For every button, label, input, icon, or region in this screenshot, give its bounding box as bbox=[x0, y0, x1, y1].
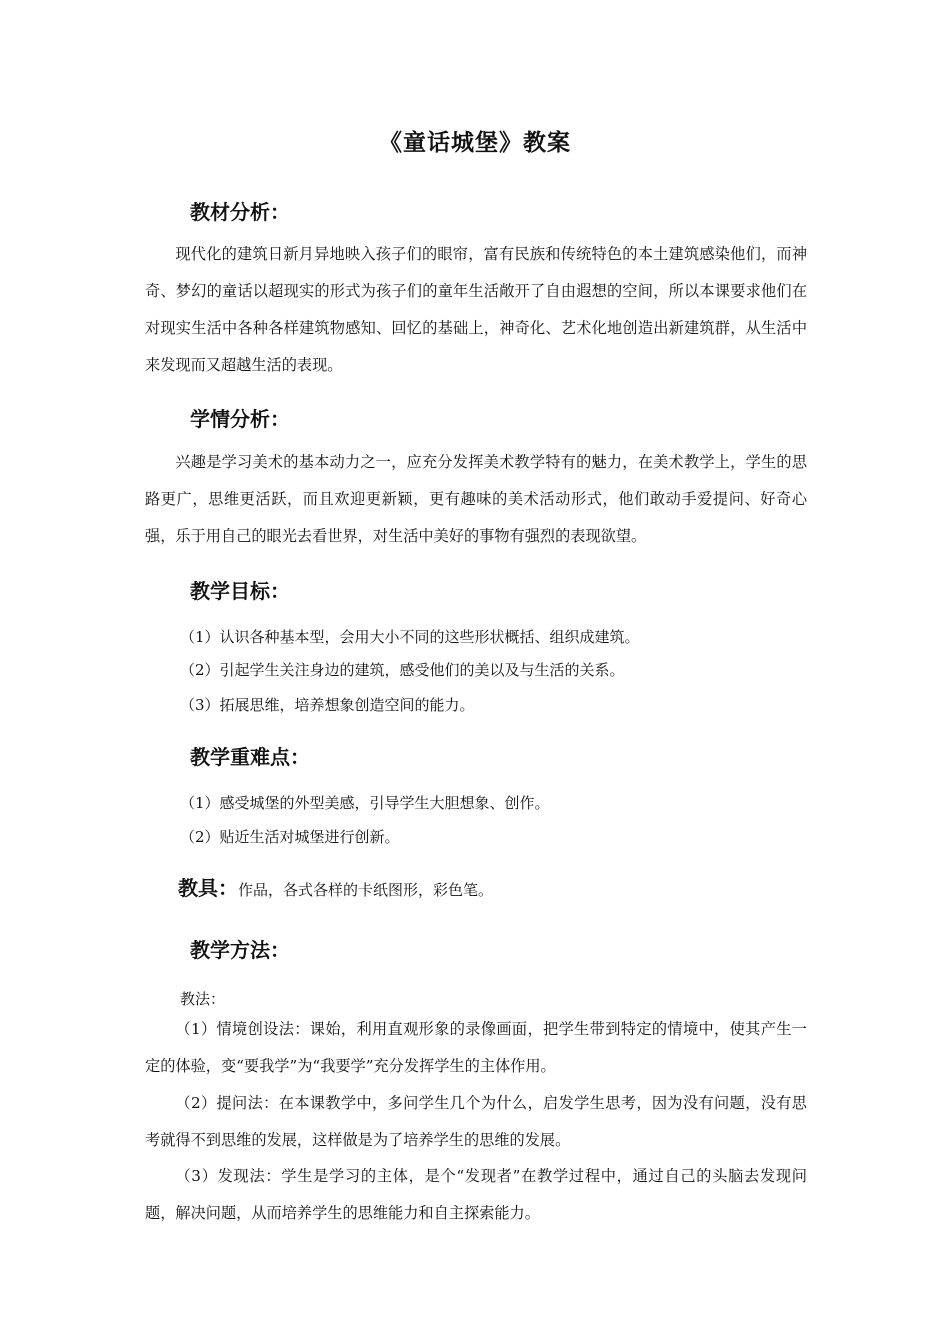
method-item-1: （1）情境创设法：课始，利用直观形象的录像画面，把学生带到特定的情境中，使其产生一定的体验，变“要我学”为“我要学”充分发挥学生的主体作用。 bbox=[145, 1020, 807, 1075]
teaching-tools-label: 教具： bbox=[178, 876, 238, 900]
goal-item-3: （3）拓展思维，培养想象创造空间的能力。 bbox=[180, 696, 475, 714]
heading-key-points: 教学重难点： bbox=[190, 745, 310, 769]
method-item-2: （2）提问法：在本课教学中，多问学生几个为什么，启发学生思考，因为没有问题，没有思考就得不到思维的发展，这样做是为了培养学生的思维的发展。 bbox=[145, 1094, 807, 1149]
keypoint-item-1: （1）感受城堡的外型美感，引导学生大胆想象、创作。 bbox=[180, 794, 550, 812]
teaching-tools-text: 作品，各式各样的卡纸图形，彩色笔。 bbox=[238, 881, 494, 899]
heading-teaching-methods: 教学方法： bbox=[190, 938, 290, 962]
page-title: 《童话城堡》教案 bbox=[379, 130, 571, 156]
goal-item-2: （2）引起学生关注身边的建筑，感受他们的美以及与生活的关系。 bbox=[180, 661, 625, 679]
methods-subheading: 教法： bbox=[180, 990, 226, 1008]
teaching-tools bbox=[178, 872, 493, 901]
heading-teaching-goals: 教学目标： bbox=[190, 579, 290, 603]
paragraph-student-analysis: 兴趣是学习美术的基本动力之一，应充分发挥美术教学特有的魅力，在美术教学上，学生的思路更广，思维更活跃，而且欢迎更新颖，更有趣味的美术活动形式，他们敢动手爱提问、好奇心强，乐于用自己的眼光去看世界，对生活中美好的事物有强烈的表现欲望。 bbox=[145, 453, 807, 545]
heading-material-analysis: 教材分析： bbox=[190, 200, 290, 224]
keypoint-item-2: （2）贴近生活对城堡进行创新。 bbox=[180, 828, 400, 846]
heading-student-analysis: 学情分析： bbox=[190, 407, 290, 431]
paragraph-material-analysis: 现代化的建筑日新月异地映入孩子们的眼帘，富有民族和传统特色的本土建筑感染他们，而神奇、梦幻的童话以超现实的形式为孩子们的童年生活敞开了自由遐想的空间，所以本课要求他们在对现实生活中各种各样建筑物感知、回忆的基础上，神奇化、艺术化地创造出新建筑群，从生活中来发现而又超越生活的表现。 bbox=[145, 245, 807, 374]
goal-item-1: （1）认识各种基本型，会用大小不同的这些形状概括、组织成建筑。 bbox=[180, 628, 640, 646]
method-item-3: （3）发现法：学生是学习的主体，是个“发现者”在教学过程中，通过自己的头脑去发现问题，解决问题，从而培养学生的思维能力和自主探索能力。 bbox=[145, 1167, 807, 1222]
